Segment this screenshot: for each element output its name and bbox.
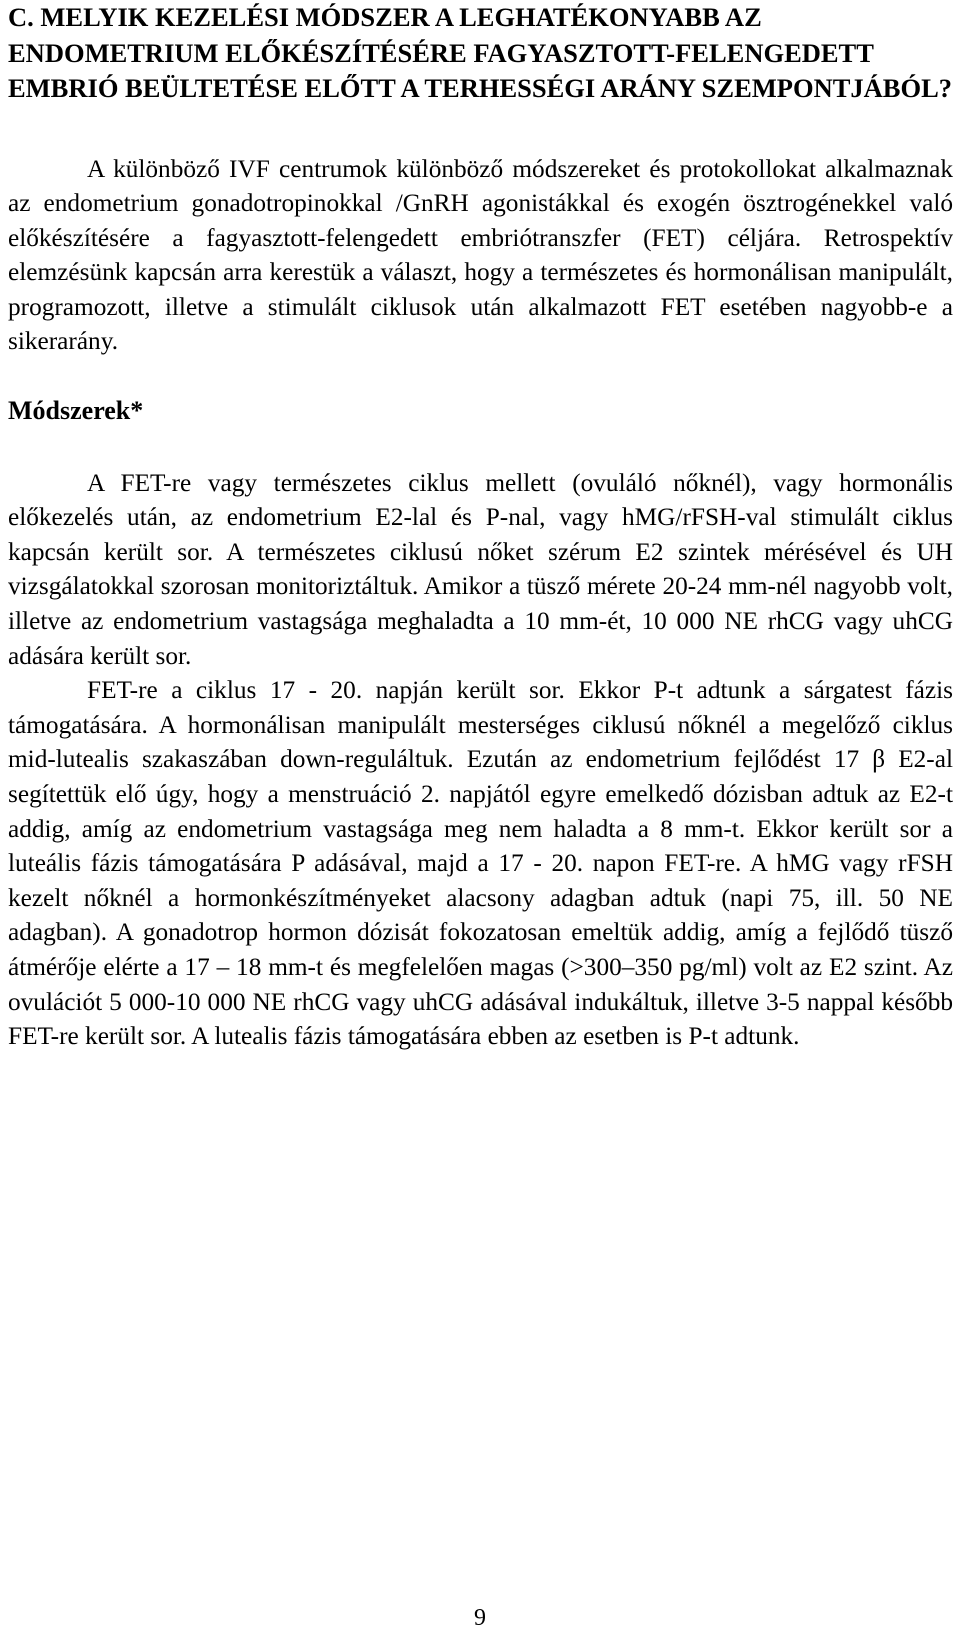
- intro-paragraph: A különböző IVF centrumok különböző módszereket és protokollokat alkalmaznak az endometrium gonadotropinokkal /GnRH agonistákkal és exogén ösztrogénekkel való előkészítésére a fagyasztott-felengedett embriótranszfer (FET) céljára. Retrospektív elemzésünk kapcsán arra kerestük a választ, hogy a természetes és hormonálisan manipulált, programozott, illetve a stimulált ciklusok után alkalmazott FET esetében nagyobb-e a sikerarány.: [8, 154, 953, 356]
- document-page: [8, 0, 953, 1054]
- methods-paragraph-1: A FET-re vagy természetes ciklus mellett (ovuláló nőknél), vagy hormonális előkezelés után, az endometrium E2-lal és P-nal, vagy hMG/rFSH-val stimulált ciklus kapcsán került sor. A természetes ciklusú nőket szérum E2 szintek mérésével és UH vizsgálatokkal szorosan monitoriztáltuk. Amikor a tüsző mérete 20-24 mm-nél nagyobb volt, illetve az endometrium vastagsága meghaladta a 10 mm-ét, 10 000 NE rhCG vagy uhCG adására került sor.: [8, 468, 953, 670]
- methods-paragraph-2: FET-re a ciklus 17 - 20. napján került sor. Ekkor P-t adtunk a sárgatest fázis támogatására. A hormonálisan manipulált mesterséges ciklusú nőknél a megelőző ciklus mid-lutealis szakaszában down-reguláltuk. Ezután az endometrium fejlődést 17 β E2-al segítettük elő úgy, hogy a menstruáció 2. napjától egyre emelkedő dózisban adtuk az E2-t addig, amíg az endometrium vastagsága meg nem haladta a 8 mm-t. Ekkor került sor a luteális fázis támogatására P adásával, majd a 17 - 20. napon FET-re. A hMG vagy rFSH kezelt nőknél a hormonkészítményeket alacsony adagban adtuk (napi 75, ill. 50 NE adagban). A gonadotrop hormon dózisát fokozatosan emeltük addig, amíg a fejlődő tüsző átmérője elérte a 17 – 18 mm-t és megfelelően magas (>300–350 pg/ml) volt az E2 szint. Az ovulációt 5 000-10 000 NE rhCG vagy uhCG adásával indukáltuk, illetve 3-5 nappal később FET-re került sor. A lutealis fázis támogatására ebben az esetben is P-t adtunk.: [8, 676, 953, 1051]
- methods-title: Módszerek*: [8, 396, 144, 426]
- page-number: 9: [474, 1605, 486, 1631]
- section-heading: C. MELYIK KEZELÉSI MÓDSZER A LEGHATÉKONYABB AZ ENDOMETRIUM ELŐKÉSZÍTÉSÉRE FAGYASZTOTT-FELENGEDETT EMBRIÓ BEÜLTETÉSE ELŐTT A TERHESSÉGI ARÁNY SZEMPONTJÁBÓL?: [8, 2, 952, 103]
